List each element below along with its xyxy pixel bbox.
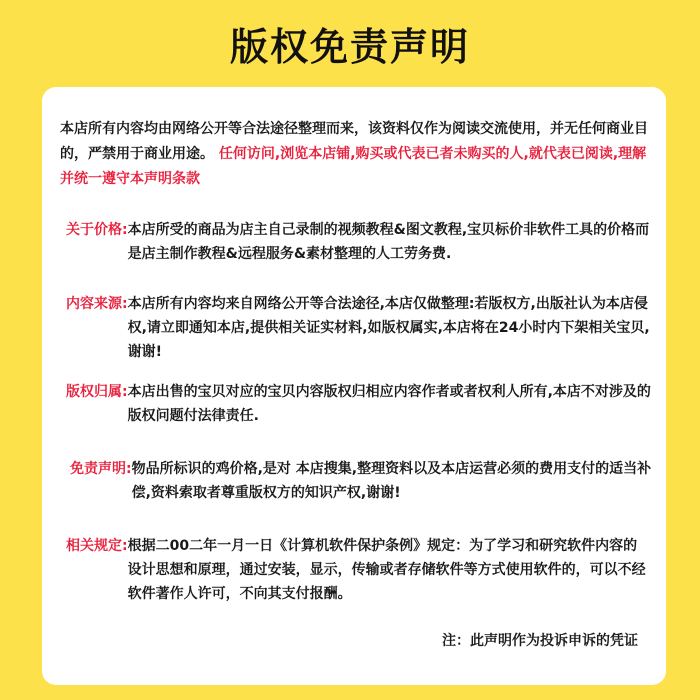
section-copyright	[66, 380, 656, 428]
page-title: 版权免责声明	[229, 25, 470, 69]
intro-paragraph	[60, 117, 650, 192]
section-label: 关于价格:	[66, 222, 128, 238]
section-text: 物品所标识的鸡价格,是对 本店搜集,整理资料以及本店运营必须的费用支付的适当补偿,资料索取者尊重版权方的知识产权,谢谢!	[131, 461, 652, 501]
section-price	[66, 218, 656, 266]
section-text: 根据二00二年一月一日《计算机软件保护条例》规定：为了学习和研究软件内容的设计思想和原理，通过安装，显示，传输或者存储软件等方式使用软件的，可以不经软件著作人许可，不向其支付报酬。	[127, 538, 646, 602]
section-text: 本店出售的宝贝对应的宝贝内容版权归相应内容作者或者权利人所有,本店不对涉及的版权问题付法律责任.	[127, 384, 651, 424]
section-text: 本店所受的商品为店主自己录制的视频教程&图文教程,宝贝标价非软件工具的价格而是店主制作教程&远程服务&素材整理的人工劳务费.	[127, 222, 650, 262]
section-label: 版权归属:	[66, 384, 128, 400]
section-regulations	[66, 534, 651, 606]
disclaimer-card	[42, 87, 666, 685]
section-label: 免责声明:	[70, 461, 132, 477]
section-label: 相关规定:	[66, 538, 128, 554]
section-text: 本店所有内容均来自网络公开等合法途径,本店仅做整理:若版权方,出版社认为本店侵权,请立即通知本店,提供相关证实材料,如版权属实,本店将在24小时内下架相关宝贝,谢谢!	[127, 296, 650, 360]
section-disclaimer	[70, 457, 660, 505]
footer-note: 注：此声明作为投诉申诉的凭证	[442, 633, 638, 649]
intro-text: 本店所有内容均由网络公开等合法途径整理而来，该资料仅作为阅读交流使用，并无任何商业目的，严禁用于商业用途。	[60, 121, 648, 162]
intro-highlight: 任何访问,浏览本店铺,购买或代表已者未购买的人,就代表已阅读,理解并统一遵守本声明条款	[60, 146, 647, 187]
section-source	[66, 292, 656, 364]
section-label: 内容来源:	[66, 296, 128, 312]
